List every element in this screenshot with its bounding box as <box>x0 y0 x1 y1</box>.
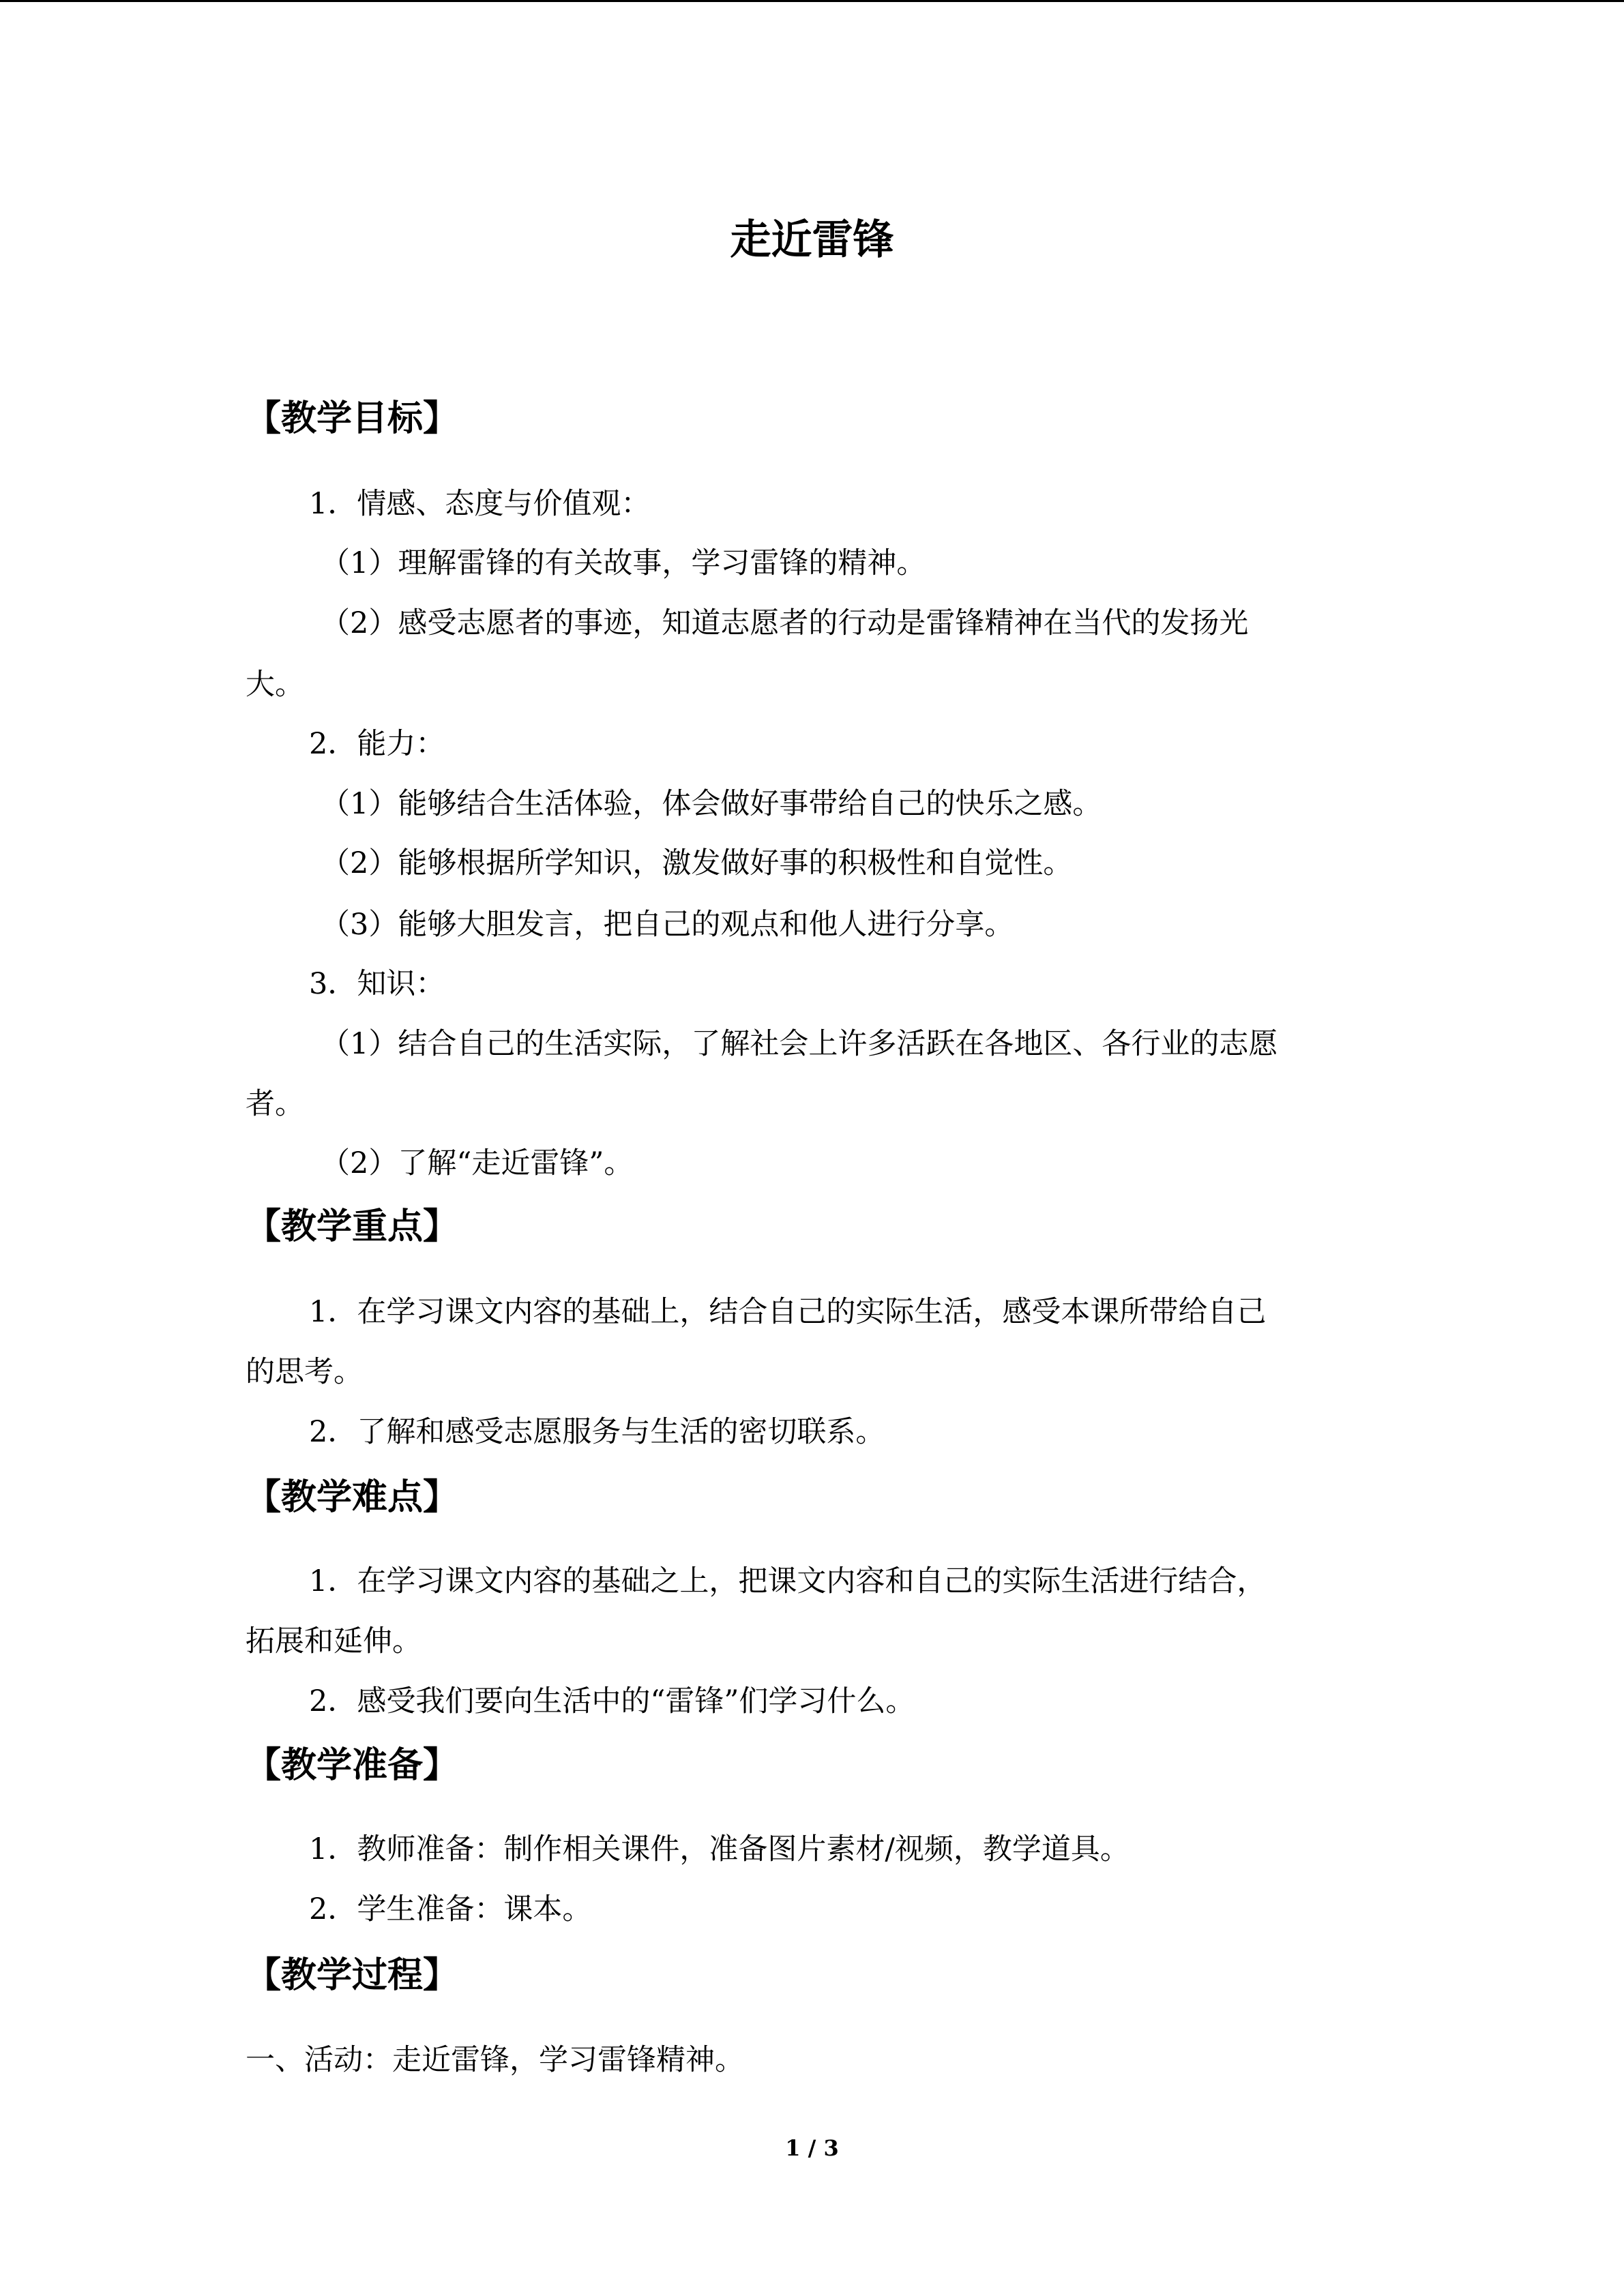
section-heading-objectives: 【教学目标】 <box>246 398 459 439</box>
section-heading-preparation: 【教学准备】 <box>246 1745 459 1786</box>
key-points-line-3: 2．了解和感受志愿服务与生活的密切联系。 <box>309 1415 885 1449</box>
objectives-line-9: 3．知识： <box>309 967 445 1001</box>
section-heading-key-points: 【教学重点】 <box>246 1206 459 1247</box>
objectives-line-7: （2）能够根据所学知识，激发做好事的积极性和自觉性。 <box>321 846 1073 880</box>
objectives-line-10: （1）结合自己的生活实际，了解社会上许多活跃在各地区、各行业的志愿 <box>321 1027 1278 1061</box>
difficulties-line-3: 2．感受我们要向生活中的“雷锋”们学习什么。 <box>309 1684 915 1718</box>
objectives-line-3: （2）感受志愿者的事迹，知道志愿者的行动是雷锋精神在当代的发扬光 <box>321 606 1249 640</box>
key-points-line-1: 1．在学习课文内容的基础上，结合自己的实际生活，感受本课所带给自己 <box>309 1295 1267 1329</box>
difficulties-line-1: 1．在学习课文内容的基础之上，把课文内容和自己的实际生活进行结合， <box>309 1564 1267 1598</box>
key-points-line-2: 的思考。 <box>246 1355 363 1389</box>
page-number: 1 / 3 <box>785 2135 839 2161</box>
document-title: 走近雷锋 <box>730 216 894 264</box>
process-line-1: 一、活动：走近雷锋，学习雷锋精神。 <box>246 2043 744 2077</box>
section-heading-difficulties: 【教学难点】 <box>246 1477 459 1518</box>
objectives-line-4: 大。 <box>246 668 304 702</box>
objectives-line-6: （1）能够结合生活体验，体会做好事带给自己的快乐之感。 <box>321 787 1102 821</box>
objectives-line-2: （1）理解雷锋的有关故事，学习雷锋的精神。 <box>321 546 926 580</box>
objectives-line-5: 2．能力： <box>309 727 445 761</box>
preparation-line-2: 2．学生准备：课本。 <box>309 1892 592 1926</box>
objectives-line-8: （3）能够大胆发言，把自己的观点和他人进行分享。 <box>321 908 1014 942</box>
preparation-line-1: 1．教师准备：制作相关课件，准备图片素材/视频，教学道具。 <box>309 1832 1130 1866</box>
objectives-line-11: 者。 <box>246 1087 304 1121</box>
objectives-line-1: 1．情感、态度与价值观： <box>309 487 651 521</box>
difficulties-line-2: 拓展和延伸。 <box>246 1624 422 1658</box>
section-heading-process: 【教学过程】 <box>246 1955 459 1996</box>
objectives-line-12: （2）了解“走近雷锋”。 <box>321 1146 634 1180</box>
